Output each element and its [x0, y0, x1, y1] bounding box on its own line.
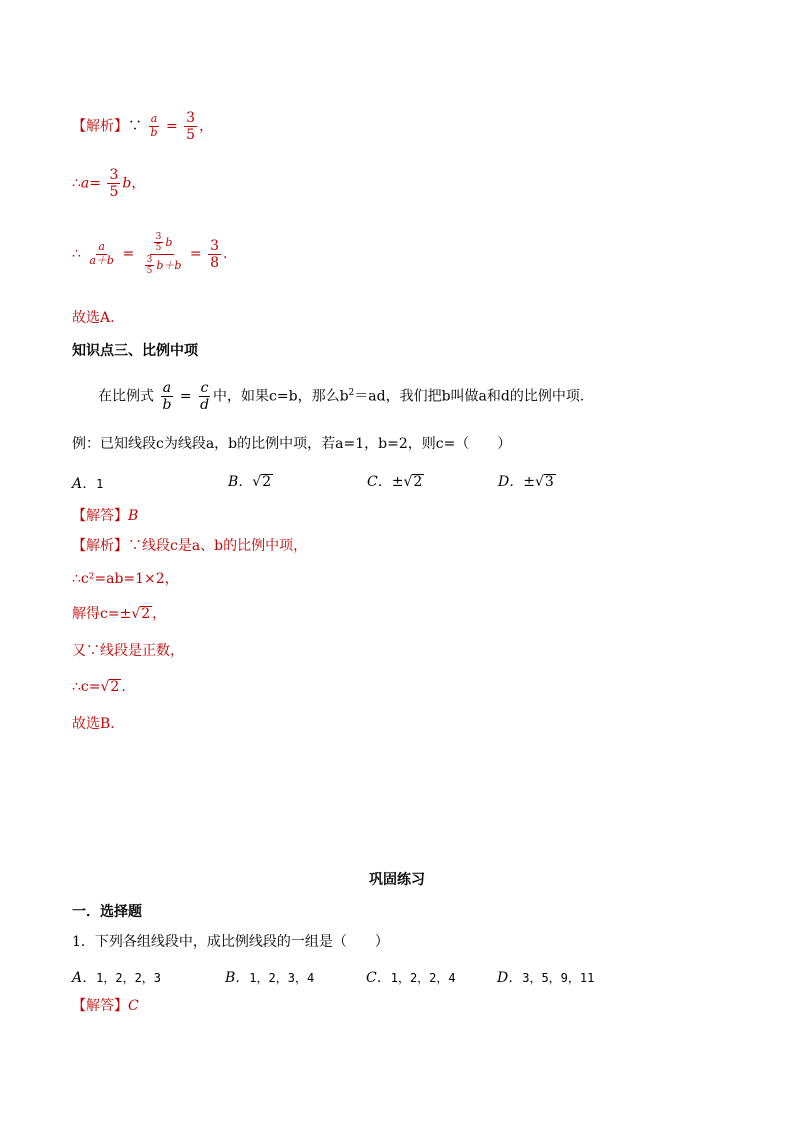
- q1-option-c: C．1，2，2，4: [366, 970, 456, 986]
- example-option-a: A．1: [72, 476, 104, 492]
- fraction-a-over-a-plus-b: $\frac{a}{a+b}$: [89, 240, 114, 267]
- example-analysis-step2: ∴c²=ab=1×2，: [72, 571, 179, 587]
- sqrt-icon: √: [534, 474, 544, 490]
- solution1-line1: 【解析】∵ $\frac{a}{b}$ = $\frac{3}{5}$ ，: [72, 110, 214, 144]
- example-choice: 故选B.: [72, 716, 115, 732]
- example-option-d: D．±√3: [498, 474, 554, 490]
- example-question: 例：已知线段c为线段a，b的比例中项，若a=1，b=2，则c=（ ）: [72, 436, 512, 452]
- fraction-a-over-b: $\frac{a}{b}$: [150, 112, 158, 140]
- practice-section: 一．选择题: [72, 904, 142, 920]
- q1-option-d: D．3，5，9，11: [497, 970, 595, 986]
- compound-fraction: $\frac{3}{5}$ b $\frac{3}{5}$ b＋b: [146, 232, 182, 277]
- sqrt-icon: √: [403, 474, 413, 490]
- example-analysis-step4: 又∵线段是正数，: [72, 643, 184, 659]
- fraction-c-over-d: $\frac{c}{d}$: [200, 380, 210, 414]
- because-symbol: ∵: [128, 118, 142, 135]
- fraction-a-over-b: $\frac{a}{b}$: [162, 380, 172, 414]
- solution1-choice: 故选A.: [72, 310, 115, 326]
- solution1-line3: ∴ $\frac{a}{a+b}$ = $\frac{3}{5}$ b $\frac{3}{5}$ b＋b = $\frac{3}{8}$ .: [72, 232, 228, 277]
- section3-heading: 知识点三、比例中项: [72, 343, 198, 359]
- fraction-3-over-5: $\frac{3}{5}$: [109, 167, 119, 201]
- sqrt-icon: √: [252, 474, 262, 490]
- practice-answer: 【解答】C: [72, 998, 139, 1014]
- sqrt-icon: √: [131, 606, 141, 622]
- definition-line: 在比例式 $\frac{a}{b}$ = $\frac{c}{d}$ 中，如果c=b，那么$b^2=ad$，我们把b叫做a和d的比例中项.: [98, 380, 585, 414]
- example-option-b: B．√2: [228, 474, 272, 490]
- q1-option-a: A．1，2，2，3: [72, 970, 162, 986]
- example-option-c: C．±√2: [367, 474, 423, 490]
- fraction-3-over-8: $\frac{3}{8}$: [210, 237, 220, 271]
- fraction-3-over-5: $\frac{3}{5}$: [186, 110, 196, 144]
- analysis-tag: 【解析】: [72, 118, 128, 135]
- sqrt-icon: √: [100, 679, 110, 695]
- solution1-line2: ∴a= $\frac{3}{5}$ b，: [72, 167, 146, 201]
- example-analysis-step1: 【解析】∵线段c是a、b的比例中项，: [72, 538, 308, 554]
- example-answer: 【解答】B: [72, 508, 139, 524]
- q1-option-b: B．1，2，3，4: [225, 970, 315, 986]
- practice-question-1: 1．下列各组线段中，成比例线段的一组是（ ）: [72, 934, 389, 950]
- example-analysis-step5: ∴c=√2 .: [72, 679, 126, 695]
- practice-title: 巩固练习: [369, 872, 425, 888]
- example-analysis-step3: 解得c=±√2 ，: [72, 606, 167, 622]
